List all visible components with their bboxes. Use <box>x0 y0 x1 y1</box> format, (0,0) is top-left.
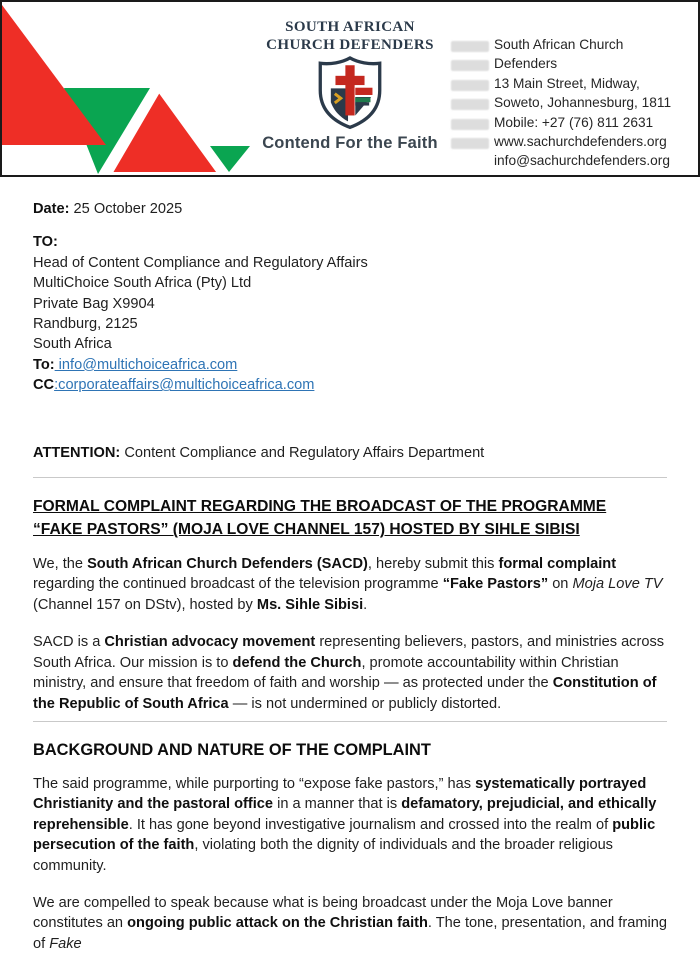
redacted-ghost-bar <box>451 99 489 110</box>
address-line: Randburg, 2125 <box>33 316 138 333</box>
email-to-line <box>33 355 667 375</box>
cc-label: CC <box>33 377 55 394</box>
org-title-line2: CHURCH DEFENDERS <box>266 36 434 53</box>
attention-line <box>33 443 667 463</box>
contact-email: info@sachurchdefenders.org <box>494 153 670 169</box>
email-cc-line <box>33 375 667 395</box>
date-line <box>33 199 667 219</box>
section-heading-background: BACKGROUND AND NATURE OF THE COMPLAINT <box>33 740 431 759</box>
contact-mobile: Mobile: +27 (76) 811 2631 <box>494 114 654 130</box>
org-title-line1: SOUTH AFRICAN <box>285 19 415 35</box>
divider-rule <box>33 477 667 478</box>
redacted-ghost-bar <box>451 119 489 130</box>
contact-info-block <box>494 35 684 171</box>
contact-city: Soweto, Johannesburg, 1811 <box>494 95 672 111</box>
attention-label: ATTENTION: <box>33 444 121 461</box>
subject-line2: “FAKE PASTORS” (MOJA LOVE CHANNEL 157) HOSTED BY SIHLE SIBISI <box>33 521 580 539</box>
letterhead-triangles-graphic <box>2 2 254 175</box>
paragraph-background-2: We are compelled to speak because what is being broadcast under the Moja Love banner constitutes an ongoing public attack on the Christian faith. The tone, presentation, and framing of Fake <box>33 894 667 952</box>
address-line: MultiChoice South Africa (Pty) Ltd <box>33 275 252 292</box>
contact-website: www.sachurchdefenders.org <box>494 134 667 150</box>
letter-body <box>0 177 700 954</box>
redacted-ghost-bar <box>451 41 489 52</box>
redacted-ghost-bars <box>451 41 491 157</box>
paragraph-background-1: The said programme, while purporting to “expose fake pastors,” has systematically portrayed Christianity and the pastoral office in a manner that is defamatory, prejudicial, and ethically reprehensible. It has gone beyond investigative journalism and crossed into the realm of public persecution of the faith, violating both the dignity of individuals and the broader religious community. <box>33 775 657 874</box>
letterhead <box>0 0 700 177</box>
subject-line1: FORMAL COMPLAINT REGARDING THE BROADCAST OF THE PROGRAMME <box>33 498 607 516</box>
redacted-ghost-bar <box>451 80 489 91</box>
paragraph-mission: SACD is a Christian advocacy movement representing believers, pastors, and ministries across South Africa. Our mission is to defend the Church, promote accountability within Christian ministry, and ensure that freedom of faith and worship — as protected under the Constitution of the Republic of South Africa — is not undermined or publicly distorted. <box>33 634 665 712</box>
logo-block <box>259 19 441 153</box>
recipient-address-block <box>33 232 667 395</box>
contact-org-name: South African Church Defenders <box>494 37 624 72</box>
contact-street: 13 Main Street, Midway, <box>494 75 640 91</box>
paragraph-intro: We, the South African Church Defenders (SACD), hereby submit this formal complaint regarding the continued broadcast of the television programme “Fake Pastors” on Moja Love TV (Channel 157 on DStv), hosted by Ms. Sihle Sibisi. <box>33 556 663 613</box>
date-label: Date: <box>33 201 70 217</box>
redacted-ghost-bar <box>451 138 489 149</box>
attention-text: Content Compliance and Regulatory Affairs Department <box>120 444 485 461</box>
shield-cross-logo-icon <box>315 56 385 130</box>
divider-rule <box>33 721 667 722</box>
org-tagline: Contend For the Faith <box>262 134 438 152</box>
address-line: Head of Content Compliance and Regulatory Affairs <box>33 254 368 271</box>
redacted-ghost-bar <box>451 60 489 71</box>
address-line: Private Bag X9904 <box>33 295 155 312</box>
email-to-label: To: <box>33 356 55 373</box>
address-line: South Africa <box>33 336 112 353</box>
subject-heading <box>33 495 667 541</box>
cc-email-link[interactable]: :corporateaffairs@multichoiceafrica.com <box>54 377 315 394</box>
date-value: 25 October 2025 <box>69 201 183 217</box>
to-label: TO: <box>33 234 58 251</box>
to-email-link[interactable]: info@multichoiceafrica.com <box>54 356 238 373</box>
